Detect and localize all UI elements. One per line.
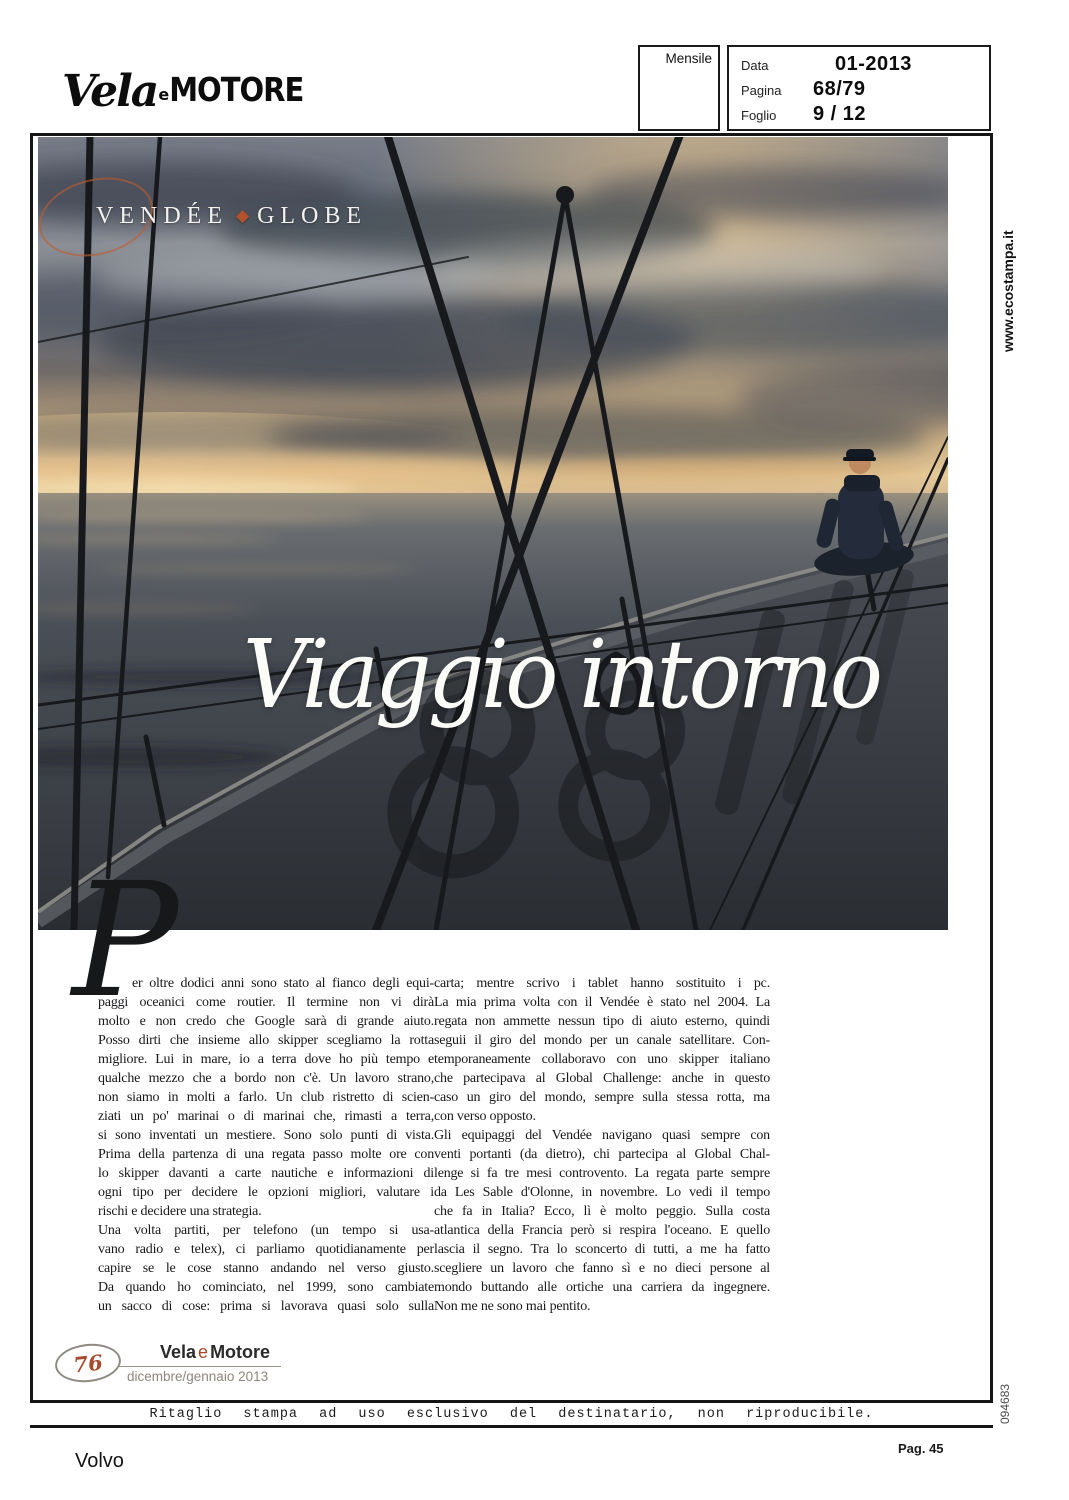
drop-cap: P [72,849,179,1033]
text-line: carta; mentre scrivo i tablet hanno sostituito i pc. [434,976,770,991]
pagina-value: 68/79 [813,78,866,100]
text-line: rischi e decidere una strategia. [98,1204,262,1219]
frequency-box [638,45,720,131]
meta-row-data [741,53,989,78]
text-line: molto e non credo che Google sarà di grande aiuto. [98,1014,434,1029]
text-line: er oltre dodici anni sono stato al fianco degli equi- [132,976,434,991]
clipping-page-ref: Pag. 45 [898,1441,944,1456]
text-line: Da quando ho cominciato, nel 1999, sono cambiate [98,1280,434,1295]
magazine-name-e: e [198,1342,209,1362]
text-line: Posso dirti che insieme allo skipper scegliamo la rotta [98,1033,434,1048]
reproduction-notice-band [30,1400,993,1428]
magazine-page-marker [55,1340,315,1390]
magazine-name-motore: Motore [210,1342,271,1362]
frequency-label: Mensile [665,51,712,66]
ecostampa-watermark: www.ecostampa.it [1000,230,1016,352]
text-line: lenge si fa tre mesi controvento. La regata parte sempre [434,1166,770,1181]
text-line: Non me ne sono mai pentito. [434,1299,591,1314]
text-line: migliore. Lui in mare, io a terra dove ho più tempo e [98,1052,434,1067]
clipping-code: 094683 [998,1383,1012,1424]
logo-motore: MOTORE [169,69,304,109]
page-number-oval: 76 [53,1341,123,1386]
foglio-label: Foglio [741,108,777,123]
article-column-left [98,976,434,1318]
clipping-meta-box [727,45,991,131]
category-globe: GLOBE [257,203,368,229]
sunset-sky [38,137,948,552]
text-line: che partecipava al Global Challenge: anche in questo [434,1071,770,1086]
magazine-name [160,1342,270,1363]
text-line: capire se le cose stanno andando nel verso giusto. [98,1261,434,1276]
text-line: atlantica della Francia però si respira l'oceano. E quello [434,1223,770,1238]
reproduction-notice: Ritaglio stampa ad uso esclusivo del destinatario, non riproducibile. [149,1406,874,1422]
text-line: vano radio e telex), ci parliamo quotidianamente per [98,1242,434,1257]
text-line: da Les Sable d'Olonne, in novembre. Lo vedi il tempo [434,1185,770,1200]
text-line: scegliere un lavoro che fanno sì e no dieci persone al [434,1261,770,1276]
meta-row-pagina [741,78,989,103]
text-line: mondo buttando alle ortiche una carriera da ingegnere. [434,1280,770,1295]
logo-e: e [158,85,170,104]
issue-date: dicembre/gennaio 2013 [127,1369,269,1384]
text-line: venti portanti (da dietro), chi partecipa al Global Chal- [434,1147,770,1162]
text-line: Prima della partenza di una regata passo molte ore con [98,1147,434,1162]
foglio-value: 9 / 12 [813,103,867,125]
text-line: non siamo in molti a farlo. Un club ristretto di scien- [98,1090,434,1105]
text-line: che fa in Italia? Ecco, lì è molto peggio. Sulla costa [434,1204,770,1219]
text-line: si sono inventati un mestiere. Sono solo punti di vista. [98,1128,434,1143]
text-line: lascia il segno. Tra lo sconcerto di tutti, a me ha fatto [434,1242,770,1257]
text-line: seguii il giro del mondo per un canale satellitare. Con- [434,1033,770,1048]
logo-vela: Vela [62,66,158,117]
text-line: regata non ammette nessun tipo di aiuto esterno, quindi [434,1014,770,1029]
text-line: qualche mezzo che a bordo non c'è. Un lavoro strano, [98,1071,434,1086]
data-value: 01-2013 [835,53,912,75]
pagina-label: Pagina [741,83,782,98]
article-photo [38,137,948,930]
text-line: con verso opposto. [434,1109,536,1124]
category-vendee: VENDÉE [96,203,228,229]
magazine-logo [62,66,303,117]
category-label [96,203,367,230]
text-line: ogni tipo per decidere le opzioni migliori, valutare i [98,1185,434,1200]
text-line: paggi oceanici come routier. Il termine non vi dirà [98,995,434,1010]
text-line: La mia prima volta con il Vendée è stato nel 2004. La [434,995,770,1010]
text-line: Una volta partiti, per telefono (un tempo si usa- [98,1223,434,1238]
data-label: Data [741,58,769,73]
client-name: Volvo [75,1450,124,1472]
sailing-photo-illustration [38,137,948,930]
article-column-right [434,976,770,1318]
text-line: Gli equipaggi del Vendée navigano quasi sempre con [434,1128,770,1143]
text-line: ziati un po' marinai o di marinai che, rimasti a terra, [98,1109,434,1124]
meta-row-foglio [741,103,989,128]
diamond-icon: ◆ [235,206,250,225]
text-line: temporaneamente collaboravo con uno skipper italiano [434,1052,770,1067]
text-line: caso un giro del mondo, sempre sulla stessa rotta, ma [434,1090,770,1105]
article-title: Viaggio intorno [243,620,880,730]
text-line: un sacco di cose: prima si lavorava quasi solo sulla [98,1299,434,1314]
magazine-name-vela: Vela [160,1342,197,1362]
text-line: lo skipper davanti a carte nautiche e informazioni di [98,1166,434,1181]
